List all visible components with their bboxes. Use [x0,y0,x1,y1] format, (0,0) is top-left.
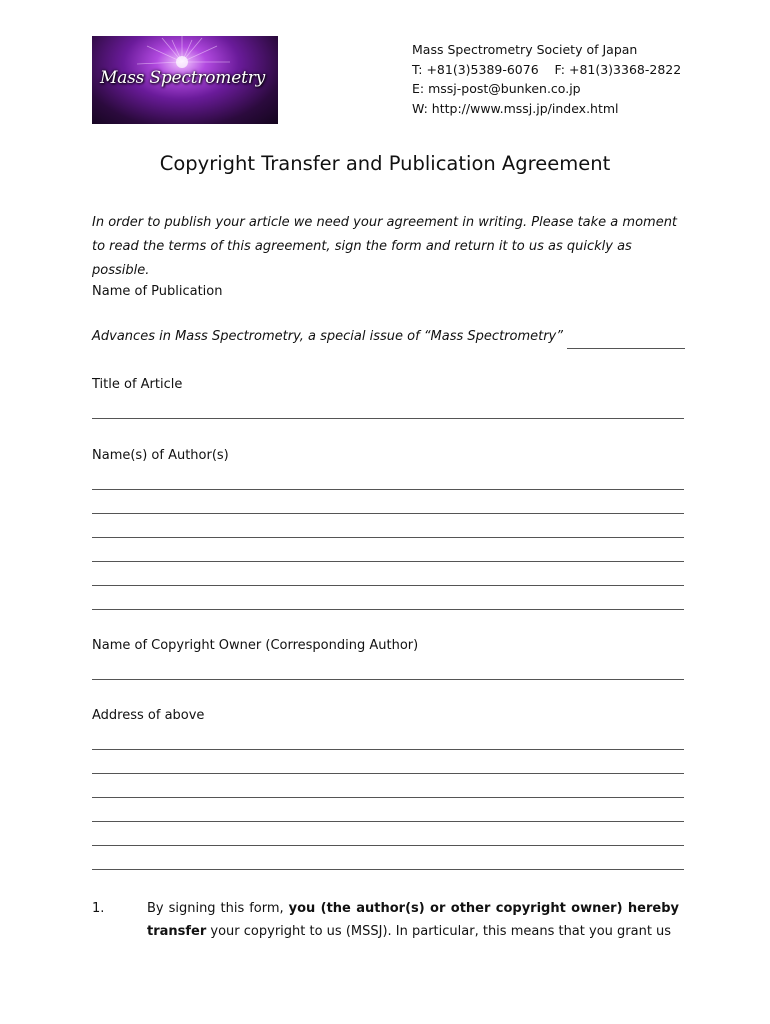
publication-field-line[interactable] [567,348,685,349]
clause-text [147,897,679,943]
intro-text: In order to publish your article we need your agreement in writing. Please take a moment to read the terms of this agreement, sign the form and return it to us as quickly as possible. [92,215,678,278]
address-field-line[interactable] [92,869,684,870]
website: W: http://www.mssj.jp/index.html [412,100,619,116]
address-field-line[interactable] [92,773,684,774]
clause-text-part: your copyright to us (MSSJ). In particular, this means that you grant us [206,924,672,939]
clause-number: 1. [92,901,105,916]
logo-text: Mass Spectrometry [100,68,266,88]
email: E: mssj-post@bunken.co.jp [412,81,581,96]
authors-field-line[interactable] [92,609,684,610]
authors-field-line[interactable] [92,585,684,586]
address-field-line[interactable] [92,845,684,846]
authors-field-line[interactable] [92,489,684,490]
phone-fax: T: +81(3)5389-6076 F: +81(3)3368-2822 [412,61,682,77]
page-title: Copyright Transfer and Publication Agreement [159,152,611,175]
authors-field-line[interactable] [92,513,684,514]
address-label: Address of above [92,708,205,723]
publication-value: Advances in Mass Spectrometry, a special issue of “Mass Spectrometry” [92,329,563,344]
authors-label: Name(s) of Author(s) [92,448,229,463]
address-field-line[interactable] [92,797,684,798]
authors-field-line[interactable] [92,561,684,562]
authors-field-line[interactable] [92,537,684,538]
owner-label: Name of Copyright Owner (Corresponding Author) [92,638,419,653]
address-field-line[interactable] [92,821,684,822]
mass-spectrometry-logo [92,36,278,124]
contact-block [412,40,681,118]
publication-label: Name of Publication [92,284,223,299]
article-title-field[interactable] [92,418,684,419]
clause-text-part: By signing this form, [147,901,289,916]
society-name: Mass Spectrometry Society of Japan [412,42,638,57]
address-field-line[interactable] [92,749,684,750]
article-title-label: Title of Article [92,377,183,392]
owner-field[interactable] [92,679,684,680]
clause-text-bold: you (the author(s) or other copyright owner) hereby transfer [147,901,679,939]
